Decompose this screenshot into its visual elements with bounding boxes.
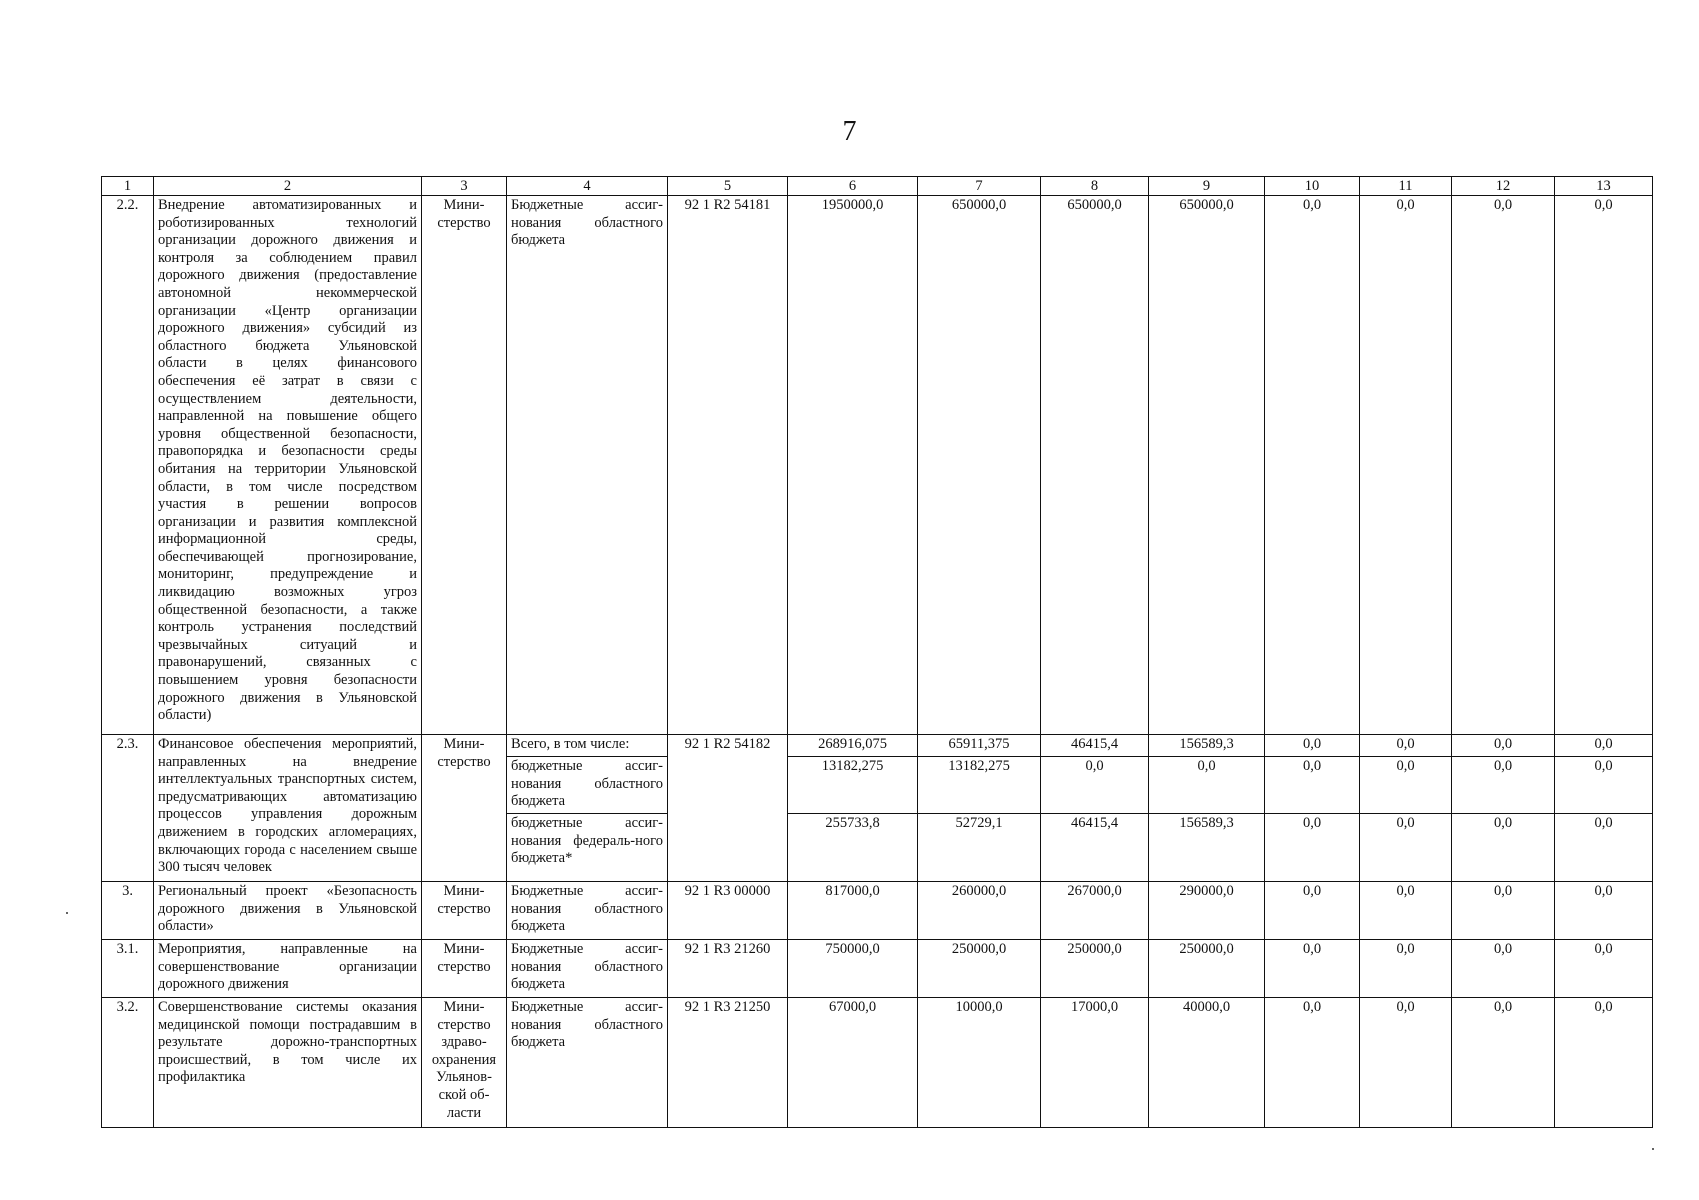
value-cell: 0,0 <box>1555 940 1653 998</box>
value-group <box>788 735 918 882</box>
row-number: 2.3. <box>102 735 154 882</box>
column-number: 8 <box>1041 177 1149 196</box>
value-cell: 0,0 <box>1265 940 1360 998</box>
table-row <box>102 998 1653 1128</box>
budget-code: 92 1 R2 54182 <box>668 735 788 882</box>
table-row <box>102 735 1653 882</box>
funding-source: Бюджетные ассиг-нования областного бюджета <box>507 882 668 940</box>
value-cell: 0,0 <box>1555 196 1653 735</box>
executor: Мини-стерство <box>422 940 507 998</box>
value-cell: 10000,0 <box>918 998 1041 1128</box>
value-cell: 268916,075 <box>818 736 887 752</box>
value-cell: 52729,1 <box>918 813 1040 881</box>
value-cell: 650000,0 <box>1149 196 1265 735</box>
value-cell: 65911,375 <box>948 736 1010 752</box>
value-cell: 0,0 <box>1452 756 1554 813</box>
value-cell: 0,0 <box>1265 813 1359 881</box>
value-group <box>1041 735 1149 882</box>
executor: Мини-стерство здраво-охранения Ульянов-ской об-ласти <box>422 998 507 1128</box>
value-group <box>1555 735 1653 882</box>
column-number-row <box>102 177 1653 196</box>
value-cell: 0,0 <box>1265 998 1360 1128</box>
value-cell: 0,0 <box>1452 998 1555 1128</box>
value-cell: 290000,0 <box>1149 882 1265 940</box>
row-number: 3.1. <box>102 940 154 998</box>
value-group <box>918 735 1041 882</box>
column-number: 2 <box>154 177 422 196</box>
value-cell: 0,0 <box>1265 196 1360 735</box>
value-cell: 0,0 <box>1452 813 1554 881</box>
value-cell: 0,0 <box>1452 196 1555 735</box>
value-cell: 650000,0 <box>918 196 1041 735</box>
value-cell: 0,0 <box>1360 813 1451 881</box>
value-cell: 156589,3 <box>1179 736 1234 752</box>
value-cell: 255733,8 <box>788 813 917 881</box>
value-cell: 0,0 <box>1555 882 1653 940</box>
column-number: 9 <box>1149 177 1265 196</box>
value-group <box>1452 735 1555 882</box>
table-row <box>102 196 1653 735</box>
activity-name: Мероприятия, направленные на совершенствование организации дорожного движения <box>154 940 422 998</box>
value-cell: 0,0 <box>1149 756 1264 813</box>
column-number: 10 <box>1265 177 1360 196</box>
value-group <box>1360 735 1452 882</box>
row-number: 3.2. <box>102 998 154 1128</box>
funding-source: Бюджетные ассиг-нования областного бюджета <box>507 998 668 1128</box>
funding-source: бюджетные ассиг-нования федераль-ного бюджета* <box>507 813 667 881</box>
value-cell: 0,0 <box>1360 998 1452 1128</box>
value-cell: 17000,0 <box>1041 998 1149 1128</box>
value-cell: 0,0 <box>1452 940 1555 998</box>
column-number: 5 <box>668 177 788 196</box>
value-cell: 40000,0 <box>1149 998 1265 1128</box>
funding-source: Бюджетные ассиг-нования областного бюджета <box>507 196 668 735</box>
column-number: 11 <box>1360 177 1452 196</box>
value-cell: 0,0 <box>1265 756 1359 813</box>
column-number: 13 <box>1555 177 1653 196</box>
value-cell: 0,0 <box>1452 882 1555 940</box>
scan-speck <box>66 912 68 914</box>
value-cell: 0,0 <box>1594 736 1613 752</box>
value-cell: 0,0 <box>1360 196 1452 735</box>
column-number: 7 <box>918 177 1041 196</box>
funding-source: бюджетные ассиг-нования областного бюджета <box>507 756 667 813</box>
budget-code: 92 1 R3 21250 <box>668 998 788 1128</box>
value-cell: 250000,0 <box>1041 940 1149 998</box>
scan-speck <box>1652 1148 1654 1150</box>
value-cell: 650000,0 <box>1041 196 1149 735</box>
value-cell: 1950000,0 <box>788 196 918 735</box>
executor: Мини-стерство <box>422 882 507 940</box>
value-cell: 0,0 <box>1360 940 1452 998</box>
value-cell: 0,0 <box>1041 756 1148 813</box>
value-cell: 13182,275 <box>918 756 1040 813</box>
column-number: 12 <box>1452 177 1555 196</box>
value-cell: 250000,0 <box>918 940 1041 998</box>
value-cell: 46415,4 <box>1070 736 1119 752</box>
column-number: 3 <box>422 177 507 196</box>
value-cell: 67000,0 <box>788 998 918 1128</box>
executor: Мини-стерство <box>422 735 507 882</box>
table-row <box>102 940 1653 998</box>
column-number: 1 <box>102 177 154 196</box>
value-cell: 0,0 <box>1302 736 1322 752</box>
value-cell: 0,0 <box>1360 756 1451 813</box>
value-cell: 0,0 <box>1396 736 1415 752</box>
value-cell: 250000,0 <box>1149 940 1265 998</box>
value-group <box>1265 735 1360 882</box>
value-cell: 0,0 <box>1265 882 1360 940</box>
activity-name: Совершенствование системы оказания медицинской помощи пострадавшим в результате дорожно-транспортных происшествий, в том числе их профилактика <box>154 998 422 1128</box>
value-cell: 0,0 <box>1493 736 1513 752</box>
value-cell: 260000,0 <box>918 882 1041 940</box>
value-cell: 46415,4 <box>1041 813 1148 881</box>
budget-table <box>101 176 1653 1128</box>
funding-source: Всего, в том числе: <box>511 736 630 752</box>
value-cell: 156589,3 <box>1149 813 1264 881</box>
value-cell: 0,0 <box>1555 756 1652 813</box>
funding-source: Бюджетные ассиг-нования областного бюджета <box>507 940 668 998</box>
value-cell: 0,0 <box>1360 882 1452 940</box>
value-cell: 0,0 <box>1555 998 1653 1128</box>
activity-name: Финансовое обеспечения мероприятий, направленных на внедрение интеллектуальных транспортных систем, предусматривающих автоматизацию процессов управления дорожным движением в городских агломерациях, включающих города с населением свыше 300 тысяч человек <box>154 735 422 882</box>
activity-name: Внедрение автоматизированных и роботизированных технологий организации дорожного движения и контроля за соблюдением правил дорожного движения (предоставление автономной некоммерческой организации «Центр организации дорожного движения» субсидий из областного бюджета Ульяновской области в целях финансового обеспечения её затрат в связи с осуществлением деятельности, направленной на повышение общего уровня общественной безопасности, правопорядка и безопасности среды обитания на территории Ульяновской области, в том числе посредством участия в решении вопросов организации и развития комплексной информационной среды, обеспечивающей прогнозирование, мониторинг, предупреждение и ликвидацию возможных угроз общественной безопасности, а также контроль устранения последствий чрезвычайных ситуаций и правонарушений, связанных с повышением уровня безопасности дорожного движения в Ульяновской области) <box>154 196 422 735</box>
page-number: 7 <box>842 116 857 147</box>
funding-source-group <box>507 735 668 882</box>
value-group <box>1149 735 1265 882</box>
value-cell: 0,0 <box>1555 813 1652 881</box>
value-cell: 817000,0 <box>788 882 918 940</box>
activity-name: Региональный проект «Безопасность дорожного движения в Ульяновской области» <box>154 882 422 940</box>
budget-code: 92 1 R2 54181 <box>668 196 788 735</box>
budget-code: 92 1 R3 00000 <box>668 882 788 940</box>
row-number: 3. <box>102 882 154 940</box>
column-number: 4 <box>507 177 668 196</box>
value-cell: 13182,275 <box>788 756 917 813</box>
value-cell: 750000,0 <box>788 940 918 998</box>
row-number: 2.2. <box>102 196 154 735</box>
value-cell: 267000,0 <box>1041 882 1149 940</box>
table-row <box>102 882 1653 940</box>
budget-code: 92 1 R3 21260 <box>668 940 788 998</box>
column-number: 6 <box>788 177 918 196</box>
executor: Мини-стерство <box>422 196 507 735</box>
